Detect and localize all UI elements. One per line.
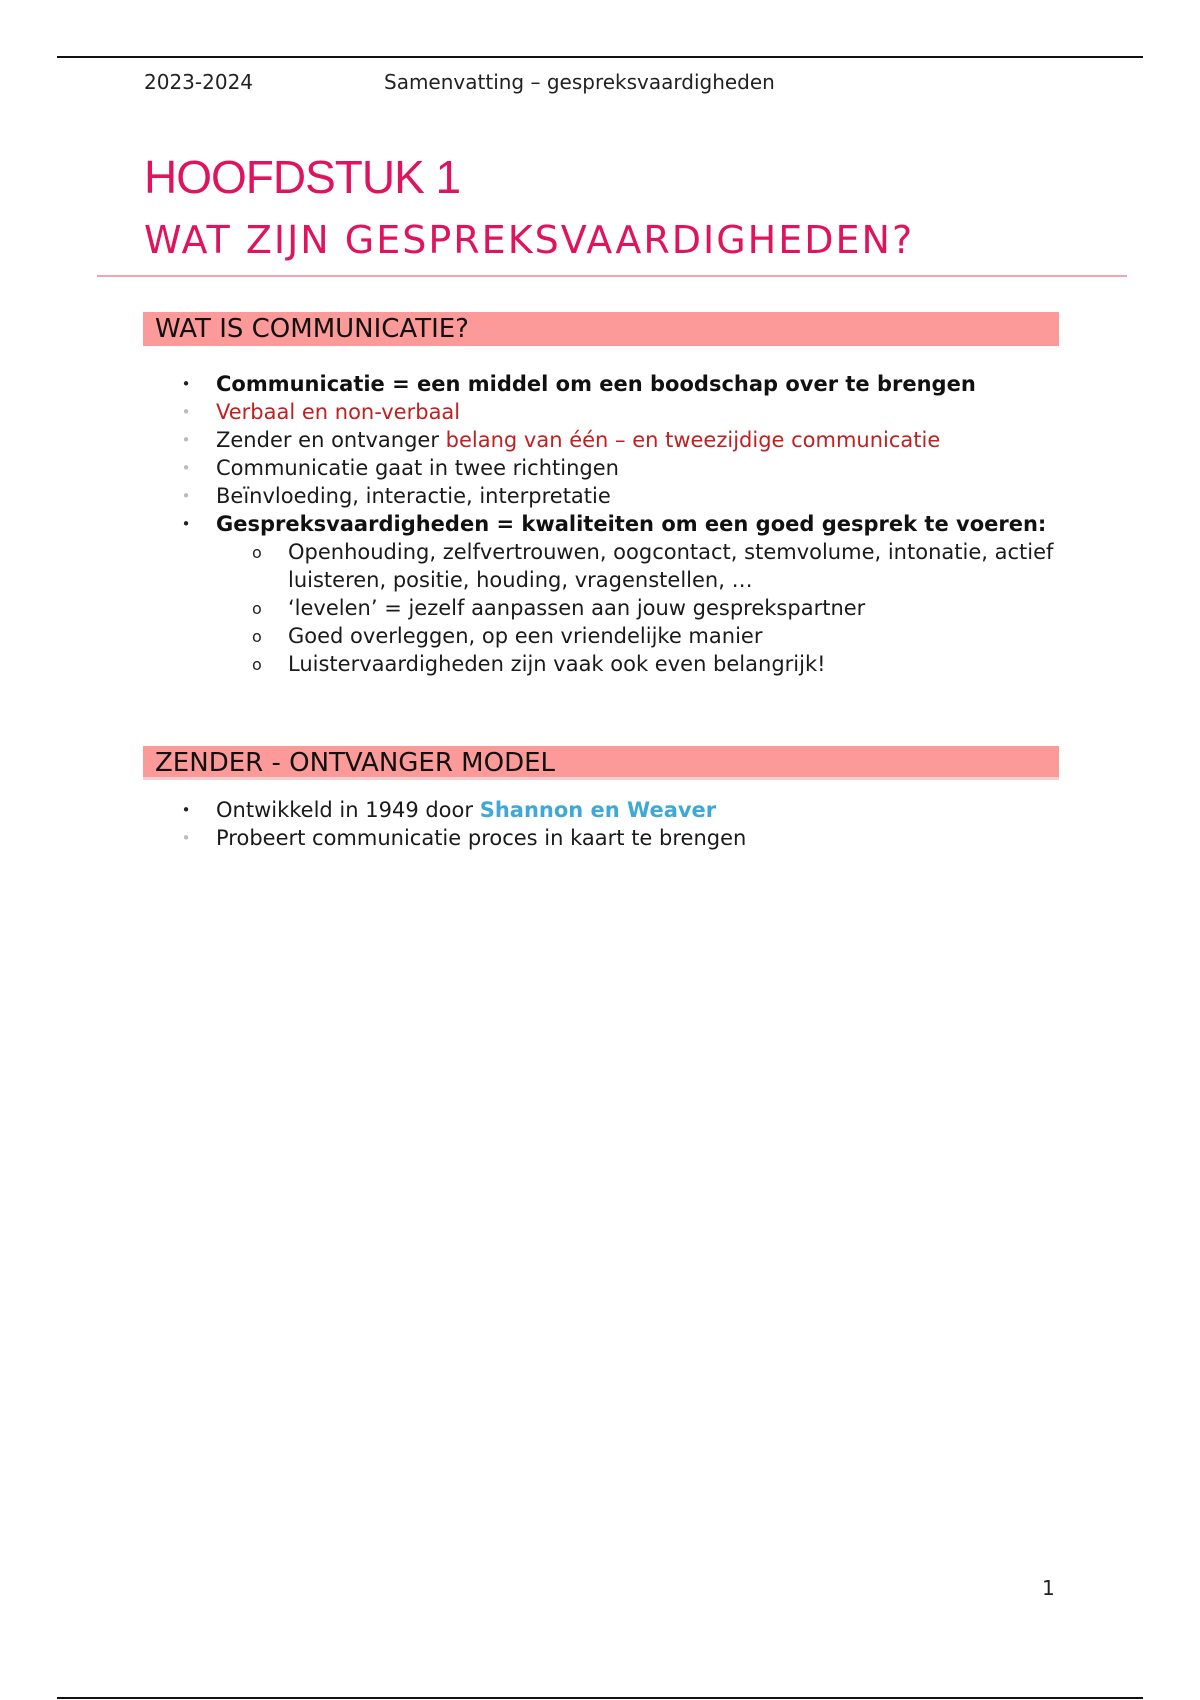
sub-list-item-text: ‘levelen’ = jezelf aanpassen aan jouw gesprekspartner — [288, 596, 866, 620]
zender-ontvanger-list — [0, 796, 1056, 852]
sub-list-item-text: Luistervaardigheden zijn vaak ook even belangrijk! — [288, 652, 826, 676]
list-item-text: Ontwikkeld in 1949 door — [216, 798, 480, 822]
sub-list-item — [0, 650, 1058, 678]
list-item — [0, 398, 1056, 426]
top-rule — [57, 56, 1143, 58]
bullet-icon: • — [181, 515, 191, 533]
list-item-text: Probeert communicatie proces in kaart te brengen — [216, 826, 747, 850]
circle-bullet-icon: o — [252, 543, 262, 562]
bullet-icon: • — [181, 487, 191, 505]
communicatie-list — [0, 370, 1058, 678]
list-item — [0, 370, 1056, 398]
list-item-text: Verbaal en non-verbaal — [216, 400, 461, 424]
list-item — [0, 482, 1056, 510]
header-title: Samenvatting – gespreksvaardigheden — [384, 70, 775, 94]
list-item-text: Communicatie = een middel om een boodschap over te brengen — [216, 372, 976, 396]
sub-list-item-text: Openhouding, zelfvertrouwen, oogcontact, stemvolume, intonatie, actief luisteren, positie, houding, vragenstellen, … — [288, 540, 1054, 592]
header-year: 2023-2024 — [144, 70, 254, 94]
list-item-highlight: Shannon en Weaver — [479, 798, 717, 822]
list-item — [0, 454, 1056, 482]
section-heading-zender-ontvanger: ZENDER - ONTVANGER MODEL — [143, 746, 1059, 780]
chapter-rule — [97, 275, 1127, 277]
circle-bullet-icon: o — [252, 627, 262, 646]
list-item — [0, 426, 1056, 454]
bullet-icon: • — [181, 801, 191, 819]
list-item-highlight: belang van één – en tweezijdige communicatie — [445, 428, 941, 452]
section-heading-communicatie: WAT IS COMMUNICATIE? — [143, 312, 1059, 346]
circle-bullet-icon: o — [252, 655, 262, 674]
list-item-text: Beïnvloeding, interactie, interpretatie — [216, 484, 611, 508]
bullet-icon: • — [181, 829, 191, 847]
list-item-text: Zender en ontvanger — [216, 428, 446, 452]
sub-list-item — [0, 538, 1058, 594]
bullet-icon: • — [181, 375, 191, 393]
circle-bullet-icon: o — [252, 599, 262, 618]
list-item-text: Communicatie gaat in twee richtingen — [216, 456, 619, 480]
bullet-icon: • — [181, 459, 191, 477]
sub-list-item — [0, 594, 1058, 622]
list-item — [0, 796, 1056, 824]
chapter-number: HOOFDSTUK 1 — [144, 151, 461, 203]
list-item — [0, 510, 1056, 538]
chapter-title: WAT ZIJN GESPREKSVAARDIGHEDEN? — [144, 218, 915, 262]
bullet-icon: • — [181, 431, 191, 449]
bullet-icon: • — [181, 403, 191, 421]
list-item-text: Gespreksvaardigheden = kwaliteiten om een goed gesprek te voeren: — [216, 512, 1047, 536]
page-number: 1 — [1042, 1576, 1055, 1600]
sub-list-item — [0, 622, 1058, 650]
list-item — [0, 824, 1056, 852]
bottom-rule — [57, 1697, 1143, 1699]
sub-list-item-text: Goed overleggen, op een vriendelijke manier — [288, 624, 763, 648]
